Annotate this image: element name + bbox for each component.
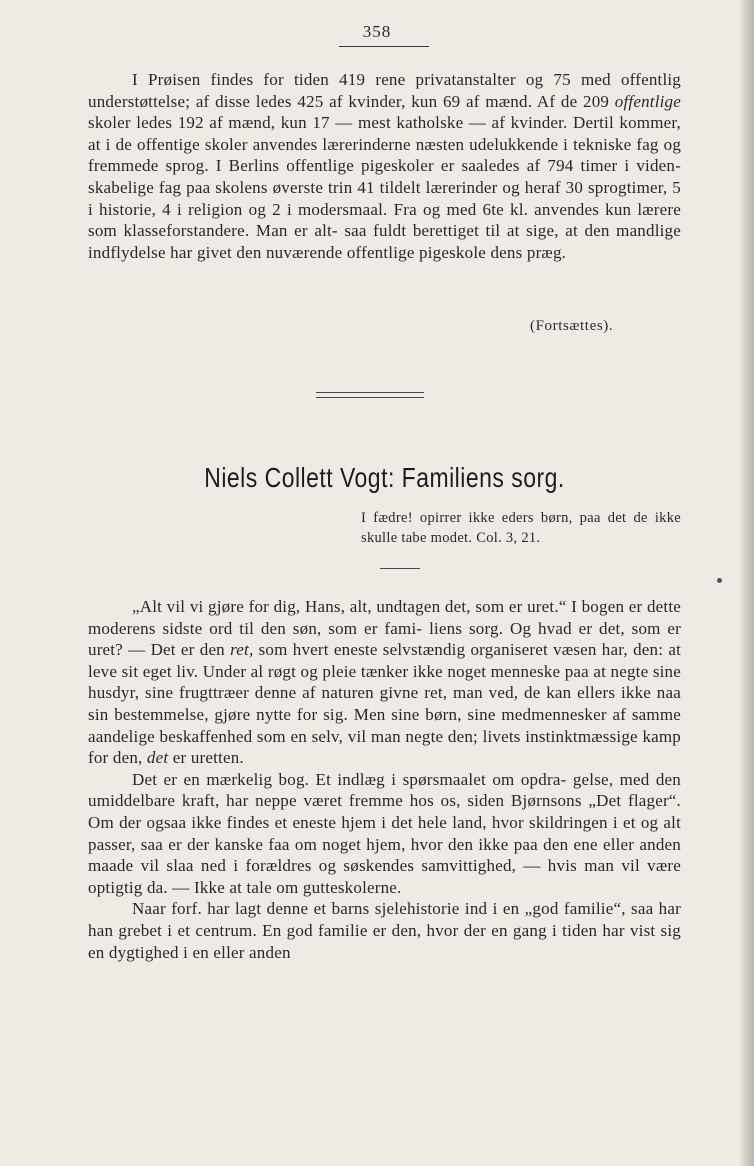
text-line: som — [253, 640, 288, 660]
body-paragraph — [88, 69, 681, 263]
page-number: 358 — [362, 22, 392, 41]
italic-word: ret, — [230, 640, 254, 660]
text-line: liens sorg. Og hvad er det, som er uret? — Det er den — [88, 618, 682, 660]
article-title: Niels Collett Vogt: Familiens sorg. — [204, 462, 565, 493]
text-line: maade vil slaa ned i forældres og søskendes samvittighed, — hvis — [88, 856, 577, 876]
text-line: gelse, med den umiddelbare kraft, har neppe været fremme hos os, — [88, 769, 681, 811]
text-line: den nuværende offentlige pigeskole dens præg. — [236, 242, 567, 262]
text-line: I Prøisen findes for tiden 419 rene privatanstalter og 75 med — [132, 70, 611, 89]
text-line: uretten. — [190, 748, 244, 768]
text-line: siden Bjørnsons „Det flager“. Om der ogsaa ikke findes et eneste — [88, 791, 682, 832]
article-body — [88, 596, 681, 963]
text-line: mænd. Af de 209 — [485, 91, 615, 111]
text-line: Naar forf. har lagt denne et barns sjelehistorie ind i en „god — [132, 899, 559, 919]
text-line: liv. Under al røgt og pleie tænker ikke noget menneske paa at negte — [176, 661, 649, 681]
page-edge-shadow — [740, 0, 754, 1166]
page-number-rule — [339, 46, 429, 47]
text-line: familie“, saa har han grebet i et centrum. En god familie er den, — [88, 899, 681, 940]
text-line: kan ellers ikke naa sin bestemmelse, gjøre nytte for sig. Men sine — [88, 683, 681, 724]
text-line: hvert eneste selvstændig organiseret væsen har, den: at leve sit eget — [88, 640, 682, 681]
text-line: mest katholske — af kvinder. Dertil kommer, at i de offentige skoler — [88, 113, 682, 154]
epigraph — [361, 508, 681, 548]
text-line: selv, vil man negte den; livets instinktmæssige kamp for den, — [88, 726, 682, 768]
text-line: børn, sine medmennesker af samme aandelige beskaffenhed som en — [88, 704, 681, 746]
text-line: med 6te kl. anvendes kun lærere som klasseforstandere. Man er alt- — [88, 199, 682, 241]
section-previous-article — [88, 69, 681, 263]
section-divider — [316, 392, 424, 398]
italic-word: offentlige — [614, 91, 682, 111]
body-paragraph — [88, 769, 681, 899]
text-line: sprog. I Berlins offentlige pigeskoler er saaledes af 794 timer i viden- — [165, 156, 681, 176]
body-paragraph — [88, 898, 681, 963]
text-line: I bogen er dette moderens sidste ord til den søn, som er fami- — [88, 597, 681, 638]
text-line: „Alt vil vi gjøre for dig, Hans, alt, undtagen det, som er uret.“ — [132, 597, 567, 616]
epigraph-line: de ikke skulle tabe modet. Col. 3, 21. — [361, 510, 681, 546]
text-line: er — [168, 748, 187, 768]
text-line: man vil være optigtig da. — Ikke at tale om gutteskolerne. — [88, 856, 681, 897]
text-line: Det er en mærkelig bog. Et indlæg i spørsmaalet om opdra- — [132, 769, 567, 789]
body-paragraph — [88, 596, 681, 769]
text-line: skoler ledes 192 af mænd, kun 17 — — [88, 113, 353, 133]
text-line: offentlig understøttelse; af disse ledes 425 af kvinder, kun 69 af — [88, 70, 681, 111]
text-line: hjem i det hele land, hvor skildringen i et og alt passer, saa er der — [88, 812, 682, 854]
print-speck — [717, 578, 722, 583]
text-line: sine husdyr, sine frugttræer denne af naturen givne ret, man ved, de — [88, 661, 681, 703]
text-line: anvendes lærerinderne næsten udelukkende i tekniske fag og fremmede — [88, 134, 682, 176]
text-line: kanske faa om noget hjem, hvor den ikke paa den ene eller anden — [214, 834, 681, 854]
text-line: 30 sprogtimer, 5 i historie, 4 i religion og 2 i modersmaal. Fra og — [88, 177, 681, 219]
italic-word: det — [146, 748, 169, 768]
text-line: skabelige fag paa skolens øverste trin 41 tildelt lærerinder og heraf — [88, 177, 561, 197]
epigraph-line: I fædre! opirrer ikke eders børn, paa det — [361, 510, 627, 526]
epigraph-rule — [380, 568, 420, 569]
text-line: hvor der en gang i tiden har vist sig en dygtighed i en eller anden — [88, 920, 681, 962]
text-line: saa fuldt berettiget til at sige, at den mandlige indflydelse har givet — [88, 221, 681, 262]
continued-note: (Fortsættes). — [530, 318, 614, 334]
